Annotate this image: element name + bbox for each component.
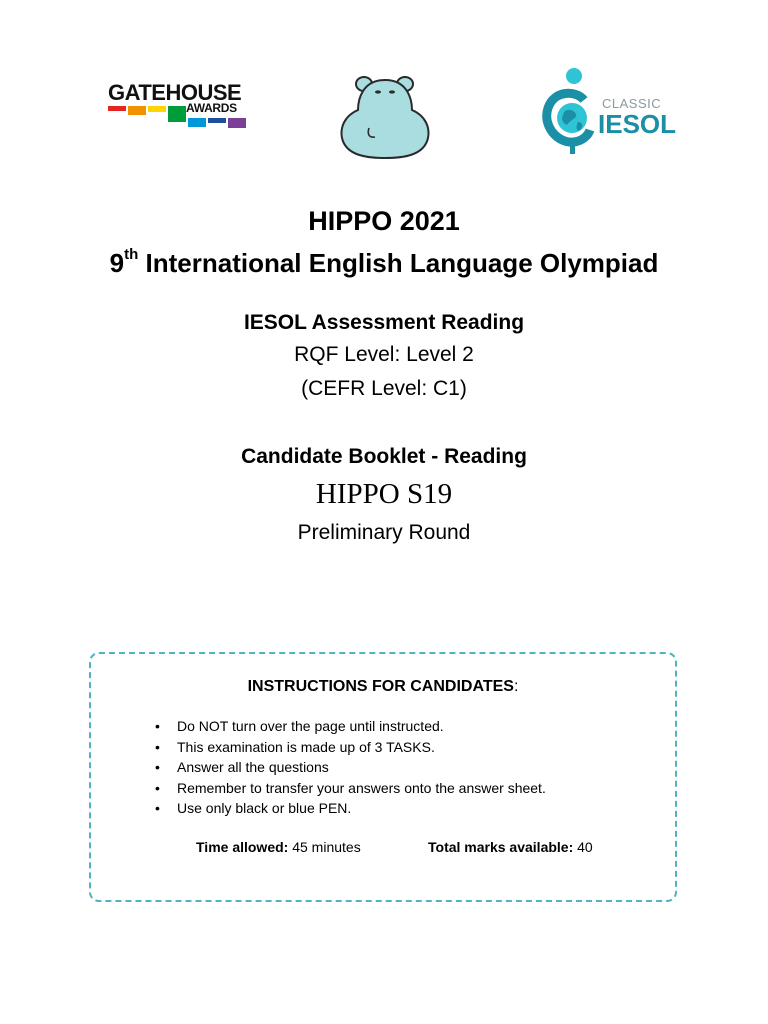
booklet-title: Candidate Booklet - Reading	[241, 445, 527, 468]
exam-code: HIPPO S19	[315, 478, 453, 510]
exam-title: HIPPO 2021	[308, 206, 460, 236]
gh-block-purple	[228, 118, 246, 128]
iesol-classic-text: CLASSIC	[602, 96, 662, 111]
edition-number: 9	[109, 248, 125, 278]
instructions-box	[89, 652, 677, 902]
list-item	[155, 798, 546, 819]
gatehouse-logo-text: GATEHOUSE	[108, 80, 242, 105]
total-marks-value: 40	[573, 839, 593, 855]
total-marks	[428, 839, 593, 855]
olympiad-title	[0, 248, 768, 279]
list-item	[155, 716, 546, 737]
hippo-mascot-icon	[338, 70, 433, 162]
list-item	[155, 778, 546, 799]
list-item	[155, 757, 546, 778]
time-allowed	[196, 839, 361, 855]
list-item-text: Answer all the questions	[177, 759, 329, 775]
bullet-icon: •	[155, 738, 160, 755]
instructions-heading-colon: :	[513, 678, 519, 695]
bullet-icon: •	[155, 718, 160, 734]
bullet-icon: •	[155, 779, 160, 796]
gh-block-blue	[188, 118, 206, 127]
bullet-icon: •	[155, 800, 160, 816]
round-name: Preliminary Round	[297, 521, 471, 544]
rqf-level: RQF Level: Level 2	[294, 343, 474, 366]
iesol-logo-text: IESOL	[598, 109, 677, 139]
list-item-text: This examination is made up of 3 TASKS.	[177, 738, 435, 755]
gh-block-green	[168, 106, 186, 122]
olympiad-name: International English Language Olympiad	[138, 248, 659, 278]
gh-block-navy	[208, 118, 226, 123]
list-item	[155, 737, 546, 758]
bullet-icon: •	[155, 759, 160, 775]
edition-suffix: th	[124, 246, 139, 263]
time-allowed-value: 45 minutes	[288, 839, 361, 855]
assessment-name: IESOL Assessment Reading	[243, 311, 525, 334]
total-marks-label: Total marks available:	[428, 839, 574, 855]
gh-block-red	[108, 106, 126, 111]
gatehouse-awards-text: AWARDS	[186, 101, 237, 115]
gh-block-orange	[128, 106, 146, 115]
instructions-list	[155, 716, 546, 819]
cefr-level: (CEFR Level: C1)	[301, 377, 467, 400]
instructions-heading	[91, 678, 675, 696]
gatehouse-awards-logo	[108, 82, 253, 132]
gh-block-yellow	[148, 106, 166, 112]
time-allowed-label: Time allowed:	[196, 839, 289, 855]
logo-bar	[0, 60, 768, 170]
instructions-heading-text: INSTRUCTIONS FOR CANDIDATES	[247, 678, 514, 695]
list-item-text: Use only black or blue PEN.	[177, 800, 352, 816]
list-item-text: Remember to transfer your answers onto the answer sheet.	[177, 779, 546, 796]
list-item-text: Do NOT turn over the page until instructed.	[177, 718, 444, 734]
classic-iesol-logo	[540, 66, 680, 156]
